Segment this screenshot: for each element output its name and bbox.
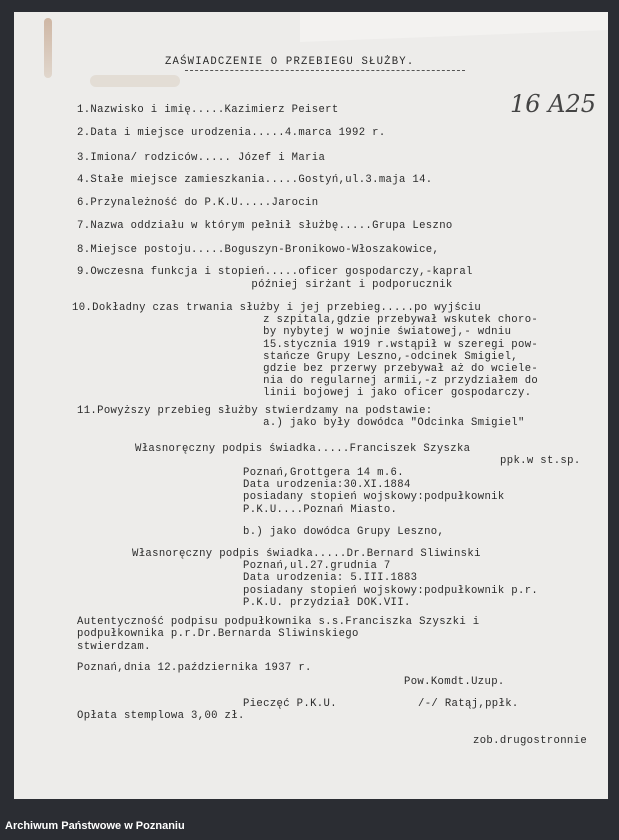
document-line: Poznań,ul.27.grudnia 7 [243,560,391,572]
document-line: 10.Dokładny czas trwania służby i jej przebieg.....po wyjściu [72,302,482,314]
document-line: by nybytej w wojnie światowej,- wdniu [243,326,512,338]
document-line: stańcze Grupy Leszno,-odcinek Smigiel, [243,351,518,363]
document-line: później sirżant i podporucznik [238,279,453,291]
document-line: Opłata stemplowa 3,00 zł. [77,710,245,722]
document-title: ZAŚWIADCZENIE O PRZEBIEGU SŁUŻBY. [165,56,415,68]
document-line: 11.Powyższy przebieg służby stwierdzamy na podstawie: [77,405,433,417]
archive-name: Archiwum Państwowe w Poznaniu [5,820,185,832]
document-line: stwierdzam. [77,641,151,653]
document-line: ppk.w st.sp. [272,455,581,467]
document-line: 4.Stałe miejsce zamieszkania.....Gostyń,ul.3.maja 14. [77,174,433,186]
document-line: gdzie bez przerwy przebywał aż do wciele- [243,363,539,375]
document-line: P.K.U. przydział DOK.VII. [243,597,411,609]
archive-footer [0,811,619,840]
document-line: 9.Owczesna funkcja i stopień.....oficer gospodarczy,-kapral [77,266,473,278]
document-line: 15.stycznia 1919 r.wstąpił w szeregi pow- [243,339,539,351]
document-line: z szpitala,gdzie przebywał wskutek choro- [243,314,539,326]
document-line: 3.Imiona/ rodziców..... Józef i Maria [77,152,326,164]
document-line: /-/ Ratąj,ppłk. [418,698,519,710]
document-line: Pieczęć P.K.U. [243,698,337,710]
handwritten-mark: 16 A25 [510,90,597,118]
document-line: Data urodzenia: 5.III.1883 [243,572,418,584]
document-line: Poznań,dnia 12.października 1937 r. [77,662,312,674]
title-underline [185,70,465,71]
document-line: 7.Nazwa oddziału w którym pełnił służbę.....Grupa Leszno [77,220,453,232]
rust-stain [44,18,52,78]
document-line: Poznań,Grottgera 14 m.6. [243,467,404,479]
document-line: Własnoręczny podpis świadka.....Dr.Bernard Sliwinski [132,548,481,560]
document-line: posiadany stopień wojskowy:podpułkownik [243,491,505,503]
document-line: a.) jako były dowódca "Odcinka Smigiel" [243,417,525,429]
document-line: zob.drugostronnie [473,735,588,747]
document-line: podpułkownika p.r.Dr.Bernarda Sliwinskiego [77,628,359,640]
document-line: linii bojowej i jako oficer gospodarczy. [243,387,532,399]
document-line: posiadany stopień wojskowy:podpułkownik p.r. [243,585,539,597]
document-line: Pow.Komdt.Uzup. [404,676,505,688]
document-line: b.) jako dowódca Grupy Leszno, [243,526,445,538]
document-line: 1.Nazwisko i imię.....Kazimierz Peisert [77,104,339,116]
document-line: Data urodzenia:30.XI.1884 [243,479,411,491]
document-line: 6.Przynależność do P.K.U.....Jarocin [77,197,319,209]
document-line: nia do regularnej armii,-z przydziałem do [243,375,539,387]
paper-stain [90,75,180,87]
document-line: 2.Data i miejsce urodzenia.....4.marca 1992 r. [77,127,386,139]
document-line: Własnoręczny podpis świadka.....Franciszek Szyszka [135,443,471,455]
document-line: 8.Miejsce postoju.....Boguszyn-Bronikowo-Włoszakowice, [77,244,440,256]
document-line: Autentyczność podpisu podpułkownika s.s.Franciszka Szyszki i [77,616,480,628]
document-line: P.K.U....Poznań Miasto. [243,504,398,516]
